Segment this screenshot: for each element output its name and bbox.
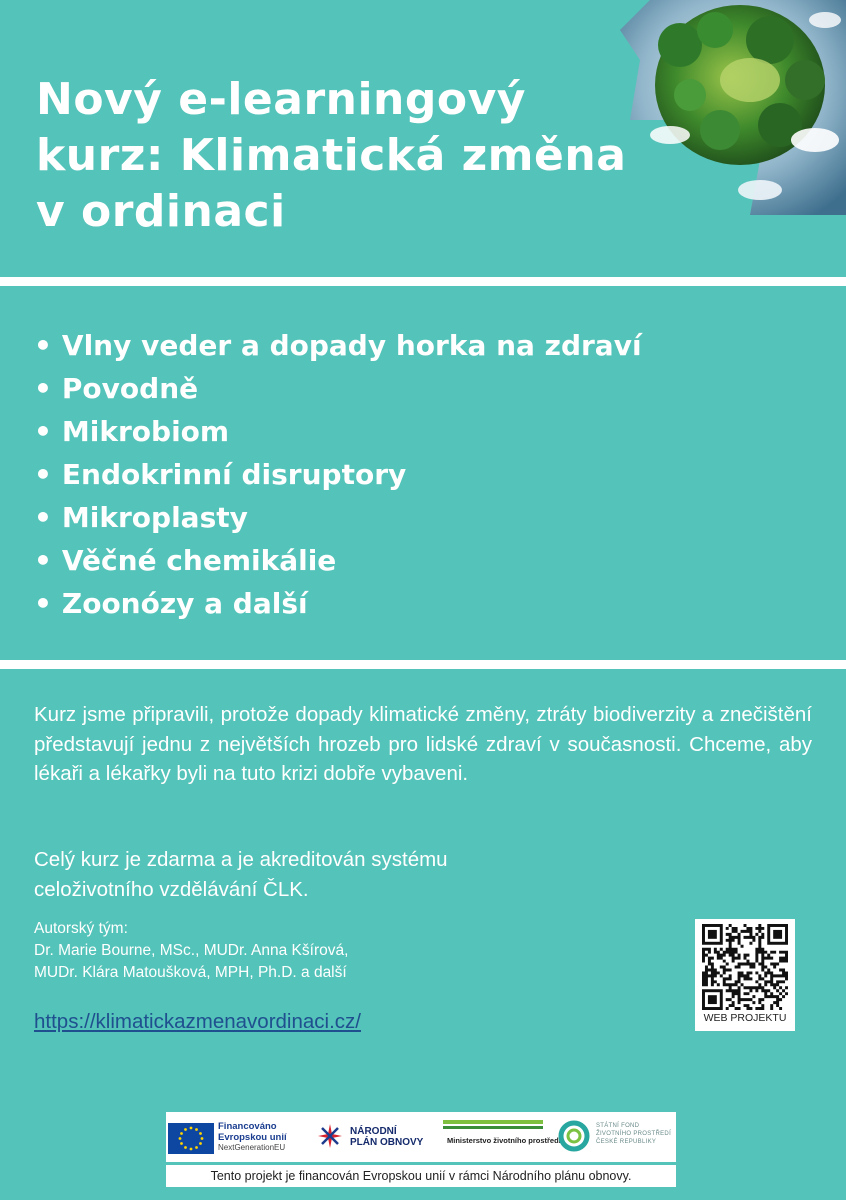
topic-item: • Mikrobiom — [34, 410, 642, 453]
sfzp-text-line: STÁTNÍ FOND — [596, 1123, 640, 1129]
author-line: MUDr. Klára Matoušková, MPH, Ph.D. a další — [34, 964, 347, 981]
project-website-link[interactable]: https://klimatickazmenavordinaci.cz/ — [34, 1010, 361, 1033]
npo-star-icon — [314, 1120, 346, 1152]
qr-code-image — [702, 924, 788, 1010]
author-team — [34, 918, 634, 984]
divider-top — [0, 277, 846, 286]
globe-forest-illustration — [610, 0, 846, 215]
qr-label: WEB PROJEKTU — [703, 1012, 787, 1024]
topic-list — [34, 324, 642, 625]
npo-text-line: NÁRODNÍ — [350, 1126, 397, 1137]
author-heading: Autorský tým: — [34, 920, 128, 937]
free-course-line-2: celoživotního vzdělávání ČLK. — [34, 877, 309, 901]
free-course-paragraph — [34, 845, 594, 904]
sfzp-text-line: ŽIVOTNÍHO PROSTŘEDÍ — [596, 1131, 672, 1137]
free-course-line-1: Celý kurz je zdarma a je akreditován systému — [34, 848, 448, 871]
funding-logos — [166, 1112, 676, 1162]
npo-logo — [314, 1118, 424, 1154]
mzp-stripe-icon — [443, 1120, 543, 1134]
page-title: Nový e-learningový kurz: Klimatická změna v ordinaci — [36, 74, 627, 237]
topic-item: • Povodně — [34, 367, 642, 410]
mzp-text: Ministerstvo životního prostředí — [447, 1136, 561, 1145]
sfzp-text-line: ČESKÉ REPUBLIKY — [596, 1139, 657, 1145]
intro-paragraph: Kurz jsme připravili, protože dopady klimatické změny, ztráty biodiverzity a znečištění představují jednu z největších hrozeb pro lidské zdraví v současnosti. Chceme, aby lékaři a lékařky byli na tuto krizi dobře vybaveni. — [34, 703, 812, 785]
eu-text-line: Financováno — [218, 1121, 277, 1132]
mzp-logo — [441, 1118, 561, 1154]
funding-footer: Tento projekt je financován Evropskou unií v rámci Národního plánu obnovy. — [166, 1165, 676, 1187]
topic-item: • Endokrinní disruptory — [34, 453, 642, 496]
author-line: Dr. Marie Bourne, MSc., MUDr. Anna Kšírová, — [34, 942, 349, 959]
eu-logo — [168, 1118, 308, 1154]
topic-item: • Vlny veder a dopady horka na zdraví — [34, 324, 642, 367]
sfzp-logo — [558, 1118, 674, 1154]
divider-bottom — [0, 660, 846, 669]
topic-item: • Mikroplasty — [34, 496, 642, 539]
topic-item: • Věčné chemikálie — [34, 539, 642, 582]
eu-flag-icon — [168, 1123, 214, 1154]
eu-text-line: Evropskou unií — [218, 1131, 287, 1143]
topic-item: • Zoonózy a další — [34, 582, 642, 625]
eu-text-sub: NextGenerationEU — [218, 1143, 286, 1152]
sfzp-circle-icon — [558, 1120, 590, 1152]
qr-code-box[interactable] — [695, 919, 795, 1031]
npo-text-line: PLÁN OBNOVY — [350, 1137, 424, 1148]
